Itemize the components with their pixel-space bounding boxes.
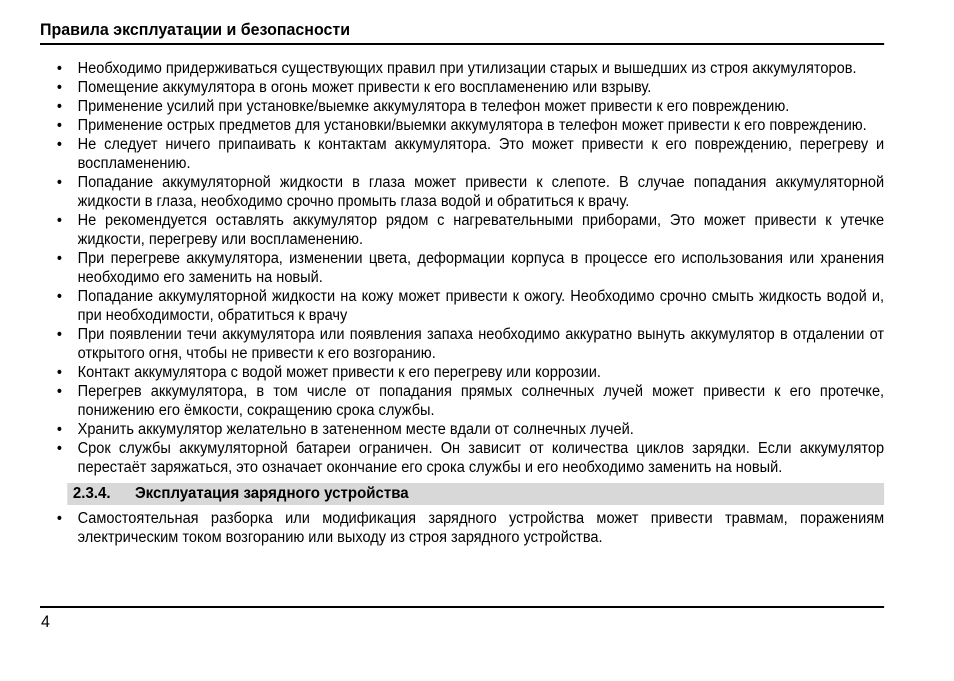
footer-rule: [40, 606, 884, 608]
rule-text: Применение острых предметов для установки/выемки аккумулятора в телефон может привести к его повреждению.: [77, 117, 867, 134]
rule-item: [40, 173, 884, 211]
rule-item: [40, 211, 884, 249]
bullet-icon: [57, 363, 62, 382]
rule-item: [40, 287, 884, 325]
rule-item: [40, 59, 884, 78]
rule-text: При перегреве аккумулятора, изменении цвета, деформации корпуса в процессе его использования или хранения необходимо его заменить на новый.: [77, 250, 885, 286]
rule-text: Применение усилий при установке/выемке аккумулятора в телефон может привести к его повреждению.: [77, 98, 790, 115]
rule-text: При появлении течи аккумулятора или появления запаха необходимо аккуратно вынуть аккумулятор в отдалении от открытого огня, чтобы не привести к его возгоранию.: [77, 326, 885, 362]
bullet-icon: [57, 78, 62, 97]
bullet-icon: [57, 509, 62, 528]
page-title: Правила эксплуатации и безопасности: [40, 20, 351, 39]
section-number: 2.3.4.: [72, 485, 111, 502]
bullet-icon: [57, 116, 62, 135]
rule-item: [40, 325, 884, 363]
bullet-icon: [57, 439, 62, 458]
rule-item: [40, 420, 884, 439]
section-heading: [67, 483, 884, 505]
rule-text: Необходимо придерживаться существующих правил при утилизации старых и вышедших из строя аккумуляторов.: [77, 60, 857, 77]
rule-text: Хранить аккумулятор желательно в затененном месте вдали от солнечных лучей.: [77, 421, 634, 438]
rule-text: Помещение аккумулятора в огонь может привести к его воспламенению или взрыву.: [77, 79, 652, 96]
rule-text: Перегрев аккумулятора, в том числе от попадания прямых солнечных лучей может привести к его протечке, понижению его ёмкости, сокращению срока службы.: [77, 383, 885, 419]
rule-text: Срок службы аккумуляторной батареи ограничен. Он зависит от количества циклов зарядки. Если аккумулятор перестаёт заряжаться, это означает окончание его срока службы и его необходимо заменить на новый.: [77, 440, 885, 476]
bullet-icon: [57, 382, 62, 401]
rule-item: [40, 382, 884, 420]
bullet-icon: [57, 249, 62, 268]
rule-text: Попадание аккумуляторной жидкости в глаза может привести к слепоте. В случае попадания аккумуляторной жидкости в глаза, необходимо срочно промыть глаза водой и обратиться к врачу.: [77, 174, 885, 210]
charger-rules-list: [40, 509, 884, 547]
rule-text: Самостоятельная разборка или модификация зарядного устройства может привести травмам, поражениям электрическим током возгоранию или выходу из строя зарядного устройства.: [77, 510, 885, 546]
bullet-icon: [57, 420, 62, 439]
rule-item: [40, 97, 884, 116]
bullet-icon: [57, 59, 62, 78]
rule-text: Контакт аккумулятора с водой может привести к его перегреву или коррозии.: [77, 364, 601, 381]
bullet-icon: [57, 135, 62, 154]
bullet-icon: [57, 97, 62, 116]
rule-item: [40, 116, 884, 135]
rule-text: Не следует ничего припаивать к контактам аккумулятора. Это может привести к его повреждению, перегреву и воспламенению.: [77, 136, 885, 172]
document-page: [40, 20, 884, 681]
page-header: [40, 20, 884, 45]
bullet-icon: [57, 173, 62, 192]
rule-item: [40, 135, 884, 173]
rule-item: [40, 509, 884, 547]
section-title: Эксплуатация зарядного устройства: [134, 485, 409, 502]
bullet-icon: [57, 325, 62, 344]
rule-text: Попадание аккумуляторной жидкости на кожу может привести к ожогу. Необходимо срочно смыть жидкость водой и, при необходимости, обратиться к врачу: [77, 288, 885, 324]
page-number: 4: [40, 612, 50, 631]
rule-item: [40, 363, 884, 382]
bullet-icon: [57, 211, 62, 230]
rule-item: [40, 78, 884, 97]
rule-text: Не рекомендуется оставлять аккумулятор рядом с нагревательными приборами, Это может привести к утечке жидкости, перегреву или воспламенению.: [77, 212, 885, 248]
battery-rules-list: [40, 59, 884, 477]
rule-item: [40, 249, 884, 287]
bullet-icon: [57, 287, 62, 306]
rule-item: [40, 439, 884, 477]
